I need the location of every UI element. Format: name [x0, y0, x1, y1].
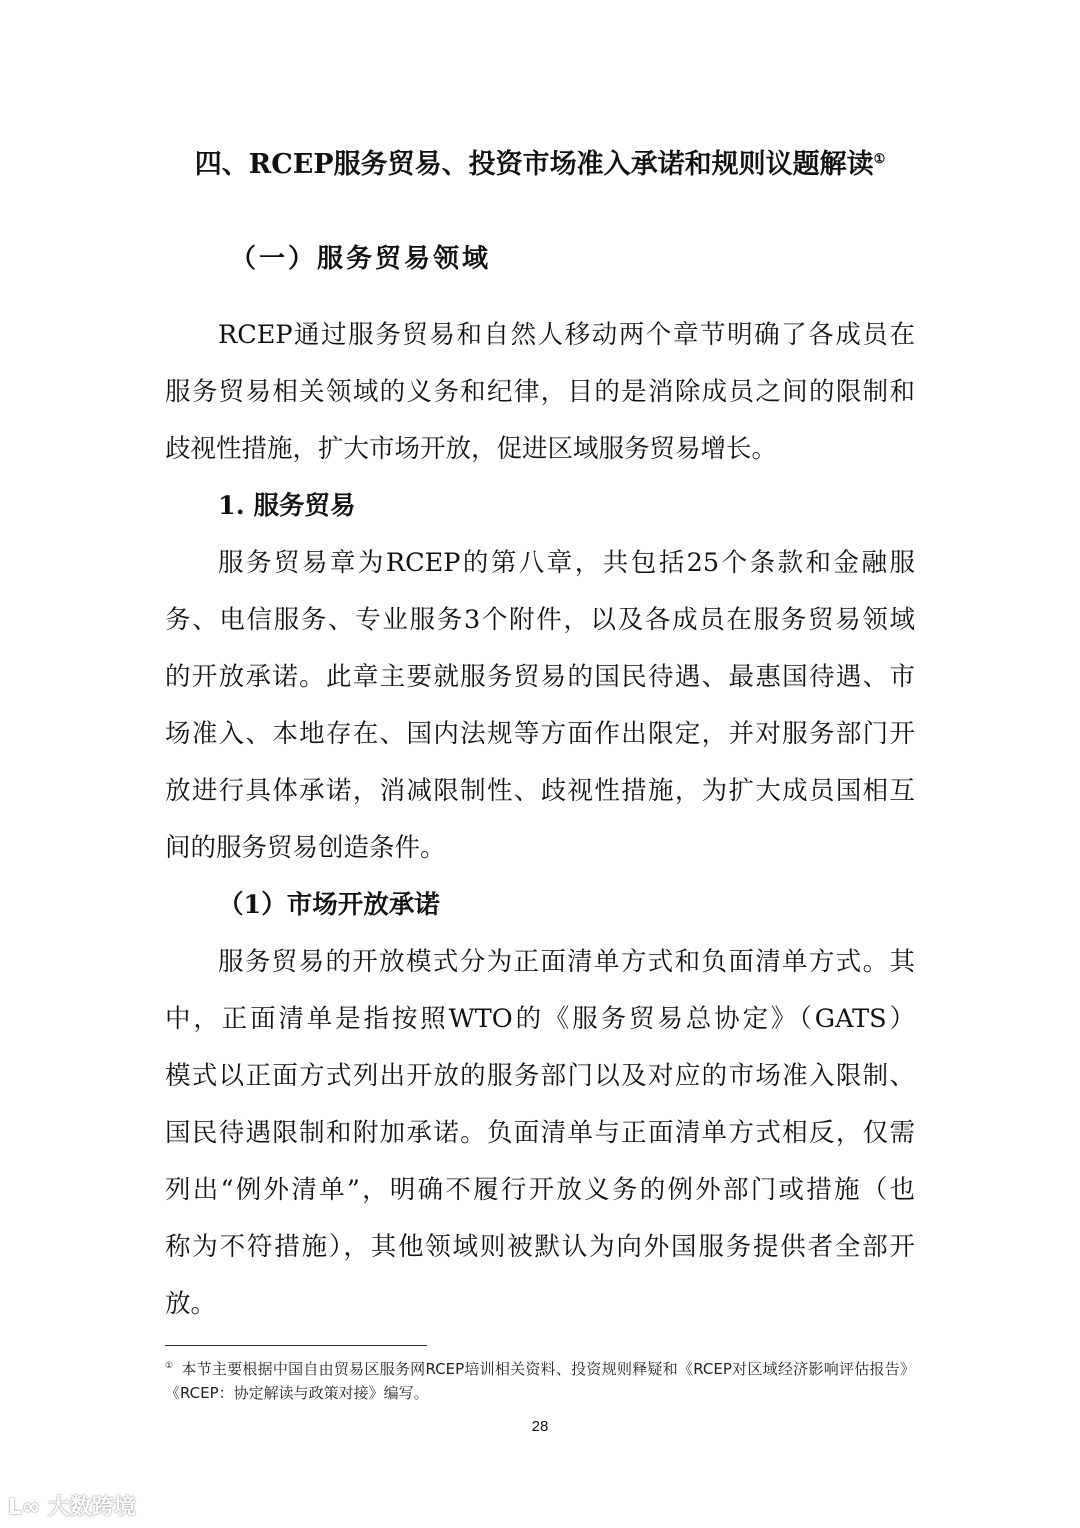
- text-line: 放进行具体承诺，消减限制性、歧视性措施，为扩大成员国相互: [165, 776, 915, 806]
- text-line: 模式以正面方式列出开放的服务部门以及对应的市场准入限制、: [165, 1061, 915, 1091]
- text-line: 的开放承诺。此章主要就服务贸易的国民待遇、最惠国待遇、市: [165, 662, 915, 692]
- text-line: 务、电信服务、专业服务3个附件，以及各成员在服务贸易领域: [165, 605, 915, 635]
- page-number: 28: [531, 1418, 549, 1435]
- footnote-ref: ①: [873, 152, 886, 167]
- watermark-logo: [8, 1490, 136, 1521]
- watermark-text: 大数跨境: [47, 1495, 136, 1520]
- text-line: 称为不符措施），其他领域则被默认为向外国服务提供者全部开: [165, 1232, 915, 1262]
- footnote-text: 本节主要根据中国自由贸易区服务网RCEP培训相关资料、投资规则释疑和《RCEP对区域经济影响评估报告》《RCEP：协定解读与政策对接》编写。: [165, 1360, 915, 1402]
- intro-paragraph: [165, 307, 915, 1333]
- footnote-divider: [165, 1345, 427, 1346]
- text-line: 服务贸易的开放模式分为正面清单方式和负面清单方式。其: [218, 947, 915, 977]
- text-line: 服务贸易相关领域的义务和纪律，目的是消除成员之间的限制和: [165, 377, 915, 407]
- text-line: RCEP通过服务贸易和自然人移动两个章节明确了各成员在: [218, 320, 915, 350]
- text-line: 放。: [165, 1289, 217, 1319]
- subheading-market-opening: （1）市场开放承诺: [218, 890, 440, 920]
- text-line: 歧视性措施，扩大市场开放，促进区域服务贸易增长。: [165, 434, 778, 464]
- text-line: 间的服务贸易创造条件。: [165, 833, 446, 863]
- text-line: 列出“例外清单”，明确不履行开放义务的例外部门或措施（也: [165, 1175, 915, 1205]
- page-title: [0, 142, 1080, 181]
- text-line: 国民待遇限制和附加承诺。负面清单与正面清单方式相反，仅需: [165, 1118, 915, 1148]
- footnote-mark: ①: [165, 1361, 174, 1371]
- subheading-services-trade: 1. 服务贸易: [218, 491, 356, 521]
- text-line: 中，正面清单是指按照WTO的《服务贸易总协定》（GATS）: [165, 1004, 915, 1034]
- section-heading: （一）服务贸易领域: [230, 244, 492, 274]
- footnote: [165, 1354, 915, 1405]
- text-line: 场准入、本地存在、国内法规等方面作出限定，并对服务部门开: [165, 719, 915, 749]
- text-line: 服务贸易章为RCEP的第八章，共包括25个条款和金融服: [218, 548, 915, 578]
- title-text: 四、RCEP服务贸易、投资市场准入承诺和规则议题解读: [194, 149, 874, 180]
- watermark-icon: ᒪ∞: [8, 1495, 48, 1520]
